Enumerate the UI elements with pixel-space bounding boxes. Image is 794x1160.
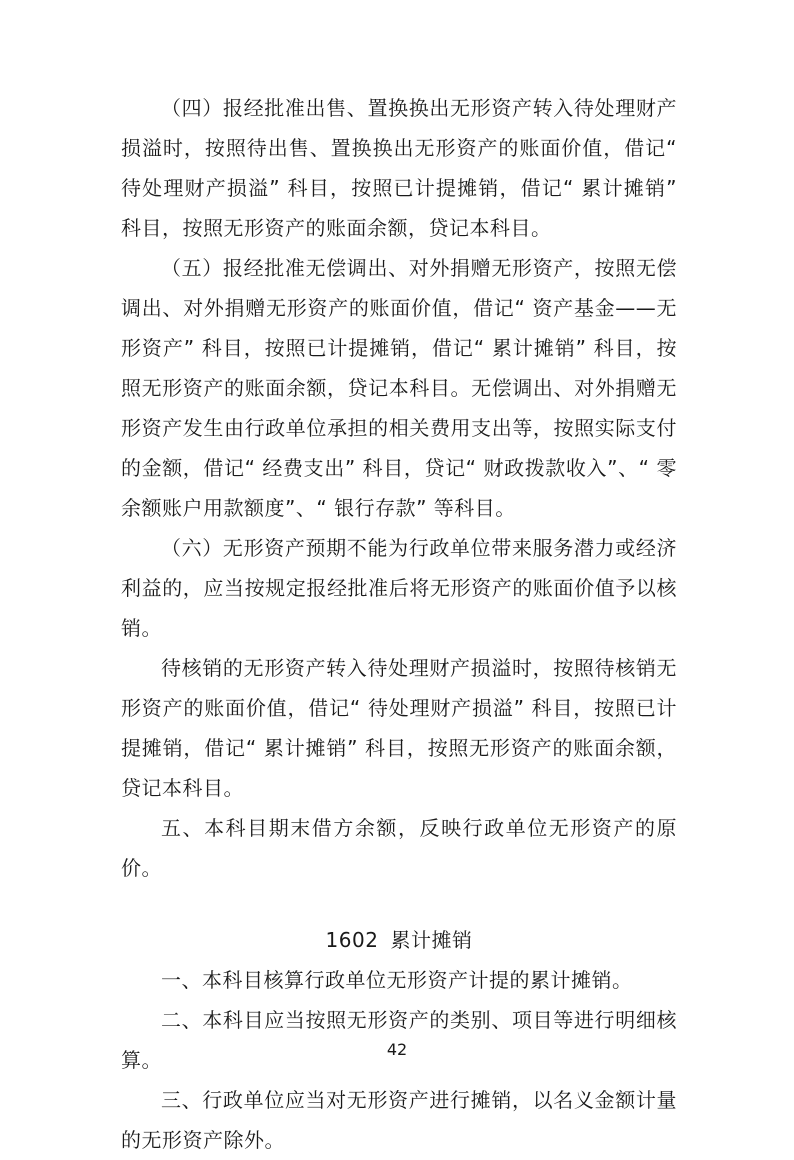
page-number: 42 — [386, 1040, 408, 1059]
paragraph-balance: 五、本科目期末借方余额，反映行政单位无形资产的原价。 — [121, 816, 677, 880]
section-paragraph-1: 一、本科目核算行政单位无形资产计提的累计摊销。 — [161, 968, 633, 992]
section-paragraph-2: 二、本科目应当按照无形资产的类别、项目等进行明细核算。 — [121, 1008, 677, 1072]
paragraph-item-4: （四）报经批准出售、置换换出无形资产转入待处理财产损溢时，按照待出售、置换换出无形资产的账面价值，借记“ 待处理财产损溢” 科目，按照已计提摊销，借记“ 累计摊销” 科目，按照无形资产的账面余额，贷记本科目。 — [121, 96, 677, 240]
document-page — [121, 88, 677, 1160]
paragraph-pending-writeoff: 待核销的无形资产转入待处理财产损溢时，按照待核销无形资产的账面价值，借记“ 待处理财产损溢” 科目，按照已计提摊销，借记“ 累计摊销” 科目，按照无形资产的账面余额，贷记本科目。 — [121, 656, 677, 800]
section-paragraph-3: 三、行政单位应当对无形资产进行摊销，以名义金额计量的无形资产除外。 — [121, 1088, 677, 1152]
section-heading — [121, 920, 677, 960]
section-title: 累计摊销 — [390, 928, 473, 952]
paragraph-item-5: （五）报经批准无偿调出、对外捐赠无形资产，按照无偿调出、对外捐赠无形资产的账面价值，借记“ 资产基金——无形资产” 科目，按照已计提摊销，借记“ 累计摊销” 科目，按照无形资产的账面余额，贷记本科目。无偿调出、对外捐赠无形资产发生由行政单位承担的相关费用支出等，按照实际支付的金额，借记“ 经费支出” 科目，贷记“ 财政拨款收入”、“ 零余额账户用款额度”、“ 银行存款” 等科目。 — [121, 256, 677, 520]
paragraph-item-6: （六）无形资产预期不能为行政单位带来服务潜力或经济利益的，应当按规定报经批准后将无形资产的账面价值予以核销。 — [121, 536, 677, 640]
section-code: 1602 — [325, 928, 379, 952]
